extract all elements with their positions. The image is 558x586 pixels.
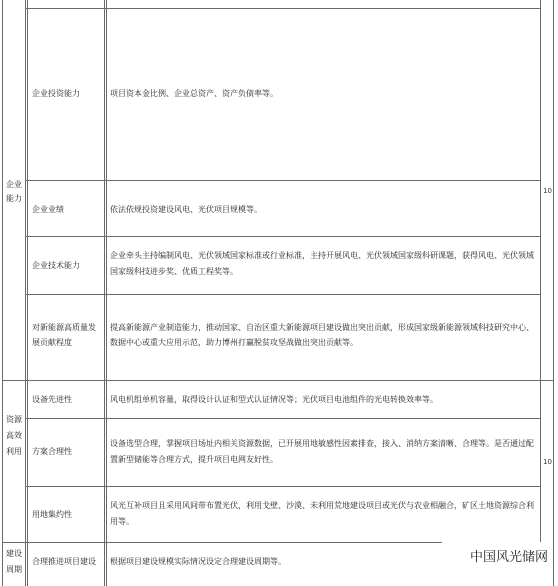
table-rule <box>104 0 107 586</box>
item-name: 设备先进性 <box>32 395 72 404</box>
item-name: 方案合理性 <box>32 447 72 456</box>
item-content: 提高新能源产业制造能力，推动国家、自治区重大新能源项目建设做出突出贡献，形成国家级新能源领域科技研究中心、数据中心或重大应用示范，助力博州打赢脱贫攻坚战做出突出贡献等。 <box>110 323 534 347</box>
item-content: 依法依规投资建设风电、光伏项目规模等。 <box>110 205 262 214</box>
table-rule <box>25 0 28 586</box>
item-name: 企业投资能力 <box>32 89 80 98</box>
category-label: 企业能力 <box>6 180 22 203</box>
score-value: 10 <box>543 458 552 466</box>
table-rule <box>540 0 541 542</box>
item-content: 设备选型合理，掌握项目场址内相关资源数据，已开展用地敏感性因素排查，接入、消纳方案清晰、合理等。是否通过配置新型储能等合理方式，提升项目电网友好性。 <box>110 439 534 464</box>
table-rule <box>553 0 554 586</box>
item-name: 企业技术能力 <box>32 261 80 270</box>
table-rule <box>2 0 3 586</box>
item-content: 项目资本金比例、企业总资产、资产负债率等。 <box>110 89 278 98</box>
item-content: 风电机组单机容量，取得设计认证和型式认证情况等；光伏项目电池组件的光电转换效率等。 <box>110 395 438 404</box>
table-rule <box>2 380 553 381</box>
item-name: 企业业绩 <box>32 205 64 214</box>
watermark: 中国风光储网 <box>469 550 548 565</box>
table-rule <box>2 542 442 543</box>
category-label: 建设周期 <box>6 549 22 574</box>
item-name: 用地集约性 <box>32 510 72 519</box>
item-name: 合理推进项目建设 <box>32 557 96 566</box>
item-content: 风光互补项目且采用风间带布置光伏，利用戈壁、沙漠、未利用荒地建设项目或光伏与农业相融合，矿区土地资源综合利用等。 <box>110 501 534 526</box>
item-content: 根据项目建设规模实际情况设定合理建设周期等。 <box>110 557 286 566</box>
item-name: 对新能源高质量发展贡献程度 <box>32 323 96 347</box>
score-value: 10 <box>543 187 552 195</box>
item-content: 企业牵头主持编制风电、光伏领域国家标准或行业标准，主持开展风电、光伏领域国家级科研课题，获得风电、光伏领域国家级科技进步奖、优质工程奖等。 <box>110 251 534 276</box>
category-label: 资源高效利用 <box>6 415 22 456</box>
